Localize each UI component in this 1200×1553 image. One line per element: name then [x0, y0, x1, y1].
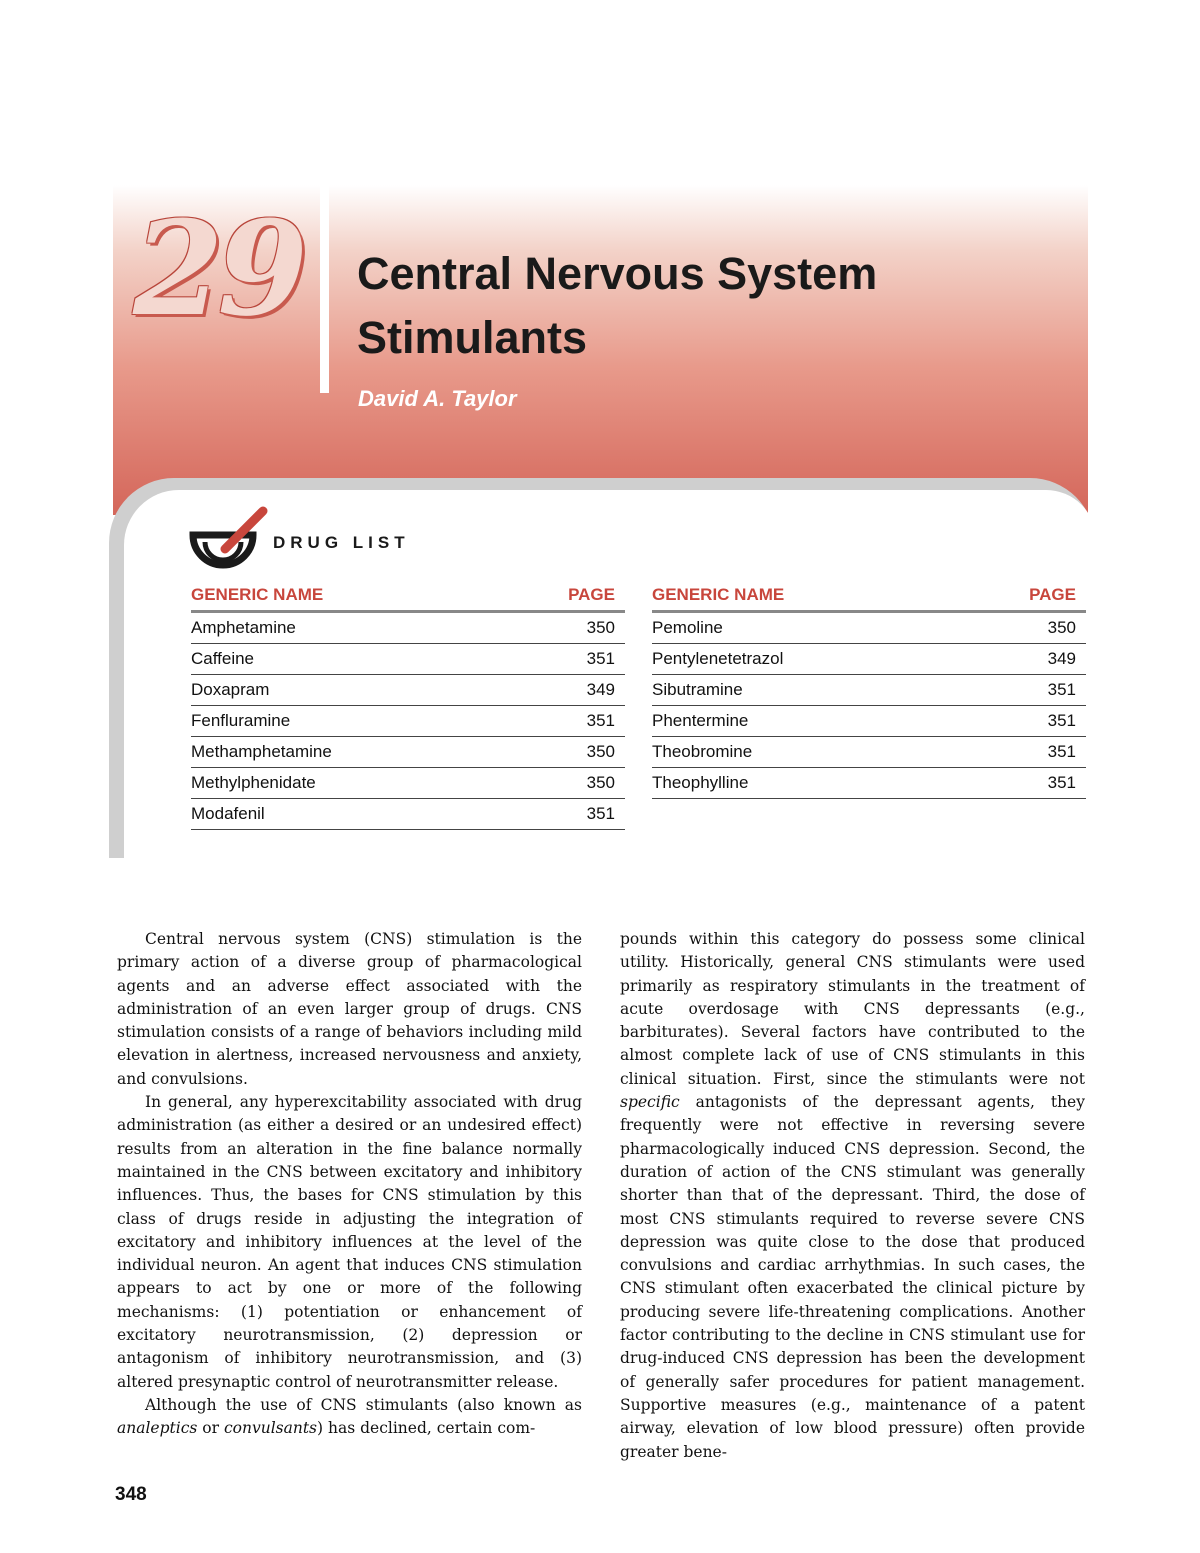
drug-name: Sibutramine — [652, 680, 743, 699]
table-row — [652, 613, 1086, 644]
drug-page: 349 — [586, 680, 615, 699]
col-generic-name: GENERIC NAME — [191, 585, 324, 604]
drug-name: Caffeine — [191, 649, 255, 668]
body-text: ) has declined, certain com- — [317, 1419, 536, 1438]
table-row — [191, 799, 625, 830]
drug-name: Methylphenidate — [191, 773, 316, 792]
col-page: PAGE — [1029, 585, 1076, 604]
drug-page: 350 — [586, 618, 615, 637]
col-generic-name: GENERIC NAME — [652, 585, 785, 604]
table-row — [652, 706, 1086, 737]
drug-page: 351 — [586, 804, 615, 823]
table-row — [191, 644, 625, 675]
mortar-pestle-icon — [189, 505, 271, 573]
drug-table-left — [191, 585, 625, 830]
chapter-title — [357, 242, 1057, 370]
col-page: PAGE — [568, 585, 615, 604]
body-emphasis: specific — [620, 1093, 680, 1112]
drug-page: 350 — [586, 742, 615, 761]
drug-page: 351 — [1047, 711, 1076, 730]
body-paragraph: In general, any hyperexcitability associated with drug administration (as either a desired or an undesired effect) results from an alteration in the fine balance normally maintained in the CNS between excitatory and inhibitory influences. Thus, the bases for CNS stimulation by this class of drugs reside in adjusting the integration of excitatory and inhibitory influences at the level of the individual neuron. An agent that induces CNS stimulation appears to act by one or more of the following mechanisms: (1) potentiation or enhancement of excitatory neurotransmission, (2) depression or antagonism of inhibitory neurotransmission, and (3) altered presynaptic control of neurotransmitter release. — [117, 1093, 582, 1391]
body-column-left — [117, 928, 582, 1441]
drug-page: 351 — [1047, 680, 1076, 699]
body-paragraph — [117, 1394, 582, 1441]
drug-table-header — [191, 585, 625, 613]
chapter-author: David A. Taylor — [358, 386, 517, 411]
table-row — [191, 768, 625, 799]
drug-name: Methamphetamine — [191, 742, 332, 761]
drug-list-title: DRUG LIST — [273, 533, 410, 552]
body-text: Although the use of CNS stimulants (also known as — [145, 1395, 582, 1414]
body-emphasis: convulsants — [223, 1419, 318, 1438]
body-text: pounds within this category do possess some clinical utility. Historically, general CNS stimulants were used primarily as respiratory stimulants in the treatment of acute overdosage with CNS depressants (e.g., barbiturates). Several factors have contributed to the almost complete lack of use of CNS stimulants in this clinical situation. First, since the stimulants were not — [620, 930, 1085, 1088]
table-row — [652, 675, 1086, 706]
drug-page: 351 — [1047, 773, 1076, 792]
drug-name: Modafenil — [191, 804, 265, 823]
drug-name: Theobromine — [652, 742, 753, 761]
drug-name: Fenfluramine — [191, 711, 291, 730]
drug-name: Pentylenetetrazol — [652, 649, 784, 668]
table-row — [652, 737, 1086, 768]
drug-name: Amphetamine — [191, 618, 296, 637]
drug-name: Pemoline — [652, 618, 723, 637]
table-row — [191, 737, 625, 768]
drug-page: 351 — [586, 711, 615, 730]
drug-page: 350 — [1047, 618, 1076, 637]
body-text: or — [197, 1419, 224, 1438]
page-number: 348 — [115, 1484, 147, 1505]
drug-page: 350 — [586, 773, 615, 792]
table-row — [191, 675, 625, 706]
drug-table-header — [652, 585, 1086, 613]
body-paragraph: Central nervous system (CNS) stimulation is the primary action of a diverse group of pharmacological agents and an adverse effect associated with the administration of an even larger group of drugs. CNS stimulation consists of a range of behaviors including mild elevation in alertness, increased nervousness and anxiety, and convulsions. — [117, 930, 582, 1088]
drug-name: Theophylline — [652, 773, 749, 792]
table-row — [652, 644, 1086, 675]
body-column-right — [620, 928, 1085, 1464]
table-row — [191, 706, 625, 737]
drug-page: 351 — [586, 649, 615, 668]
chapter-title-line2: Stimulants — [357, 312, 588, 363]
drug-page: 351 — [1047, 742, 1076, 761]
table-row — [191, 613, 625, 644]
body-emphasis: analeptics — [117, 1419, 198, 1438]
drug-name: Doxapram — [191, 680, 270, 699]
drug-name: Phentermine — [652, 711, 749, 730]
chapter-header-divider — [320, 185, 329, 393]
body-paragraph — [620, 928, 1085, 1464]
drug-page: 349 — [1047, 649, 1076, 668]
drug-table-right — [652, 585, 1086, 799]
chapter-title-line1: Central Nervous System — [357, 248, 878, 299]
table-row — [652, 768, 1086, 799]
chapter-number: 29 — [133, 192, 302, 345]
body-text: antagonists of the depressant agents, they frequently were not effective in reversing severe pharmacologically induced CNS depression. Second, the duration of action of the CNS stimulant was generally shorter than that of the depressant. Third, the dose of most CNS stimulants required to reverse severe CNS depression was quite close to the dose that produced convulsions and cardiac arrhythmias. In such cases, the CNS stimulant often exacerbated the clinical picture by producing severe life-threatening complications. Another factor contributing to the decline in CNS stimulant use for drug-induced CNS depression has been the development of generally safer procedures for patient management. Supportive measures (e.g., maintenance of a patent airway, elevation of low blood pressure) often provide greater bene- — [620, 1093, 1085, 1461]
